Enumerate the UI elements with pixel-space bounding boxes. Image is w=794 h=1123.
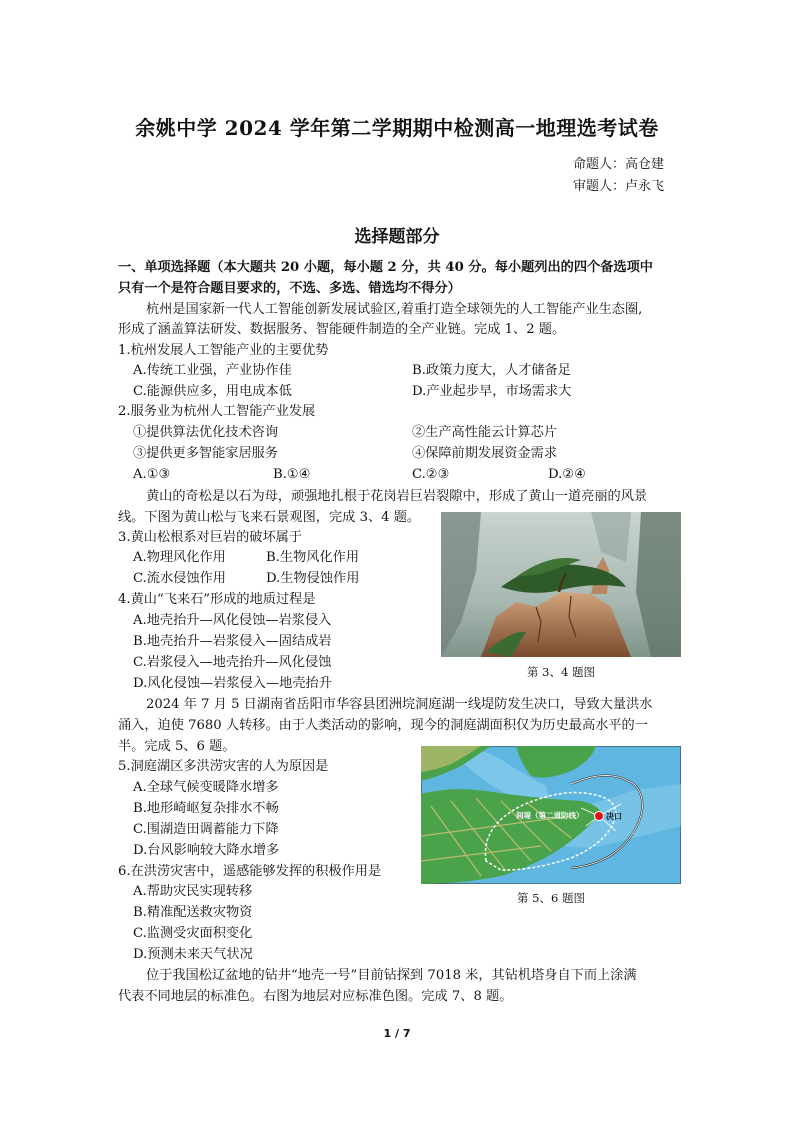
passage-4-line-2: 代表不同地层的标准色。右图为地层对应标准色图。完成 7、8 题。 (118, 989, 513, 1004)
q5-option-a[interactable]: A.全球气候变暖降水增多 (133, 780, 279, 795)
huangshan-pine-photo (441, 512, 681, 657)
passage-4-line-1: 位于我国松辽盆地的钻井“地壳一号”目前钻探到 7018 米，其钻机塔身自下而上涂满 (146, 968, 637, 983)
figure-2-caption: 第 5、6 题图 (517, 891, 585, 905)
dongting-breach-map (421, 746, 681, 884)
author-line: 命题人：高仓建 (572, 157, 664, 172)
q2-option-b[interactable]: B.①④ (273, 467, 311, 482)
q6-option-d[interactable]: D.预测未来天气状况 (133, 947, 253, 962)
q5-option-d[interactable]: D.台风影响较大降水增多 (133, 843, 280, 858)
q4-option-c[interactable]: C.岩浆侵入—地壳抬升—风化侵蚀 (133, 655, 332, 670)
passage-3-line-3: 半。完成 5、6 题。 (118, 739, 236, 754)
q3-option-a[interactable]: A.物理风化作用 (133, 550, 226, 565)
exam-title: 余姚中学 2024 学年第二学期期中检测高一地理选考试卷 (135, 116, 659, 140)
q1-option-d[interactable]: D.产业起步早，市场需求大 (412, 384, 572, 399)
q4-option-a[interactable]: A.地壳抬升—风化侵蚀—岩浆侵入 (133, 613, 332, 628)
q6-option-a[interactable]: A.帮助灾民实现转移 (133, 884, 253, 899)
q6-option-b[interactable]: B.精准配送救灾物资 (133, 905, 253, 920)
question-1-stem: 1.杭州发展人工智能产业的主要优势 (118, 343, 329, 358)
q5-option-b[interactable]: B.地形崎岖复杂排水不畅 (133, 801, 279, 816)
question-5-stem: 5.洞庭湖区多洪涝灾害的人为原因是 (118, 759, 329, 774)
q3-option-c[interactable]: C.流水侵蚀作用 (133, 571, 226, 586)
q2-option-c[interactable]: C.②③ (412, 467, 450, 482)
q1-option-a[interactable]: A.传统工业强，产业协作佳 (133, 363, 292, 378)
q1-option-c[interactable]: C.能源供应多，用电成本低 (133, 384, 292, 399)
breach-label: 决口 (606, 812, 622, 821)
passage-2-line-2: 线。下图为黄山松与飞来石景观图，完成 3、4 题。 (118, 510, 421, 525)
q2-statement-4: ④保障前期发展资金需求 (412, 446, 558, 461)
question-6-stem: 6.在洪涝灾害中，遥感能够发挥的积极作用是 (118, 864, 382, 879)
q5-option-c[interactable]: C.围湖造田调蓄能力下降 (133, 822, 279, 837)
reviewer-line: 审题人：卢永飞 (572, 179, 664, 194)
q6-option-c[interactable]: C.监测受灾面积变化 (133, 926, 253, 941)
q2-option-d[interactable]: D.②④ (548, 467, 586, 482)
section-title: 选择题部分 (354, 227, 440, 247)
q4-option-b[interactable]: B.地壳抬升—岩浆侵入—固结成岩 (133, 634, 332, 649)
page-number: 1 / 7 (383, 1027, 411, 1040)
figure-1-caption: 第 3、4 题图 (527, 665, 595, 679)
q2-option-a[interactable]: A.①③ (133, 467, 171, 482)
q3-option-d[interactable]: D.生物侵蚀作用 (266, 571, 360, 586)
passage-1-line-2: 形成了涵盖算法研发、数据服务、智能硬件制造的全产业链。完成 1、2 题。 (118, 322, 566, 337)
q2-statement-3: ③提供更多智能家居服务 (133, 446, 279, 461)
q3-option-b[interactable]: B.生物风化作用 (266, 550, 360, 565)
instructions-line-2: 只有一个是符合题目要求的，不选、多选、错选均不得分） (118, 281, 461, 296)
q4-option-d[interactable]: D.风化侵蚀—岩浆侵入—地壳抬升 (133, 676, 332, 691)
passage-3-line-1: 2024 年 7 月 5 日湖南省岳阳市华容县团洲垸洞庭湖一线堤防发生决口，导致大量洪水 (146, 697, 653, 712)
q2-statement-1: ①提供算法优化技术咨询 (133, 425, 279, 440)
q1-option-b[interactable]: B.政策力度大，人才储备足 (412, 363, 571, 378)
passage-1-line-1: 杭州是国家新一代人工智能创新发展试验区,着重打造全球领先的人工智能产业生态圈, (146, 302, 643, 317)
question-2-stem: 2.服务业为杭州人工智能产业发展 (118, 404, 316, 419)
passage-2-line-1: 黄山的奇松是以石为母，顽强地扎根于花岗岩巨岩裂隙中，形成了黄山一道亮丽的风景 (146, 489, 648, 504)
dike-label: 间堤（第二道防线） (516, 811, 584, 820)
question-4-stem: 4.黄山“飞来石”形成的地质过程是 (118, 592, 316, 607)
q2-statement-2: ②生产高性能云计算芯片 (412, 425, 558, 440)
passage-3-line-2: 涌入，迫使 7680 人转移。由于人类活动的影响，现今的洞庭湖面积仅为历史最高水平的一 (118, 718, 648, 733)
question-3-stem: 3.黄山松根系对巨岩的破坏属于 (118, 530, 303, 545)
instructions-line-1: 一、单项选择题（本大题共 20 小题，每小题 2 分，共 40 分。每小题列出的四个备选项中 (118, 260, 653, 275)
